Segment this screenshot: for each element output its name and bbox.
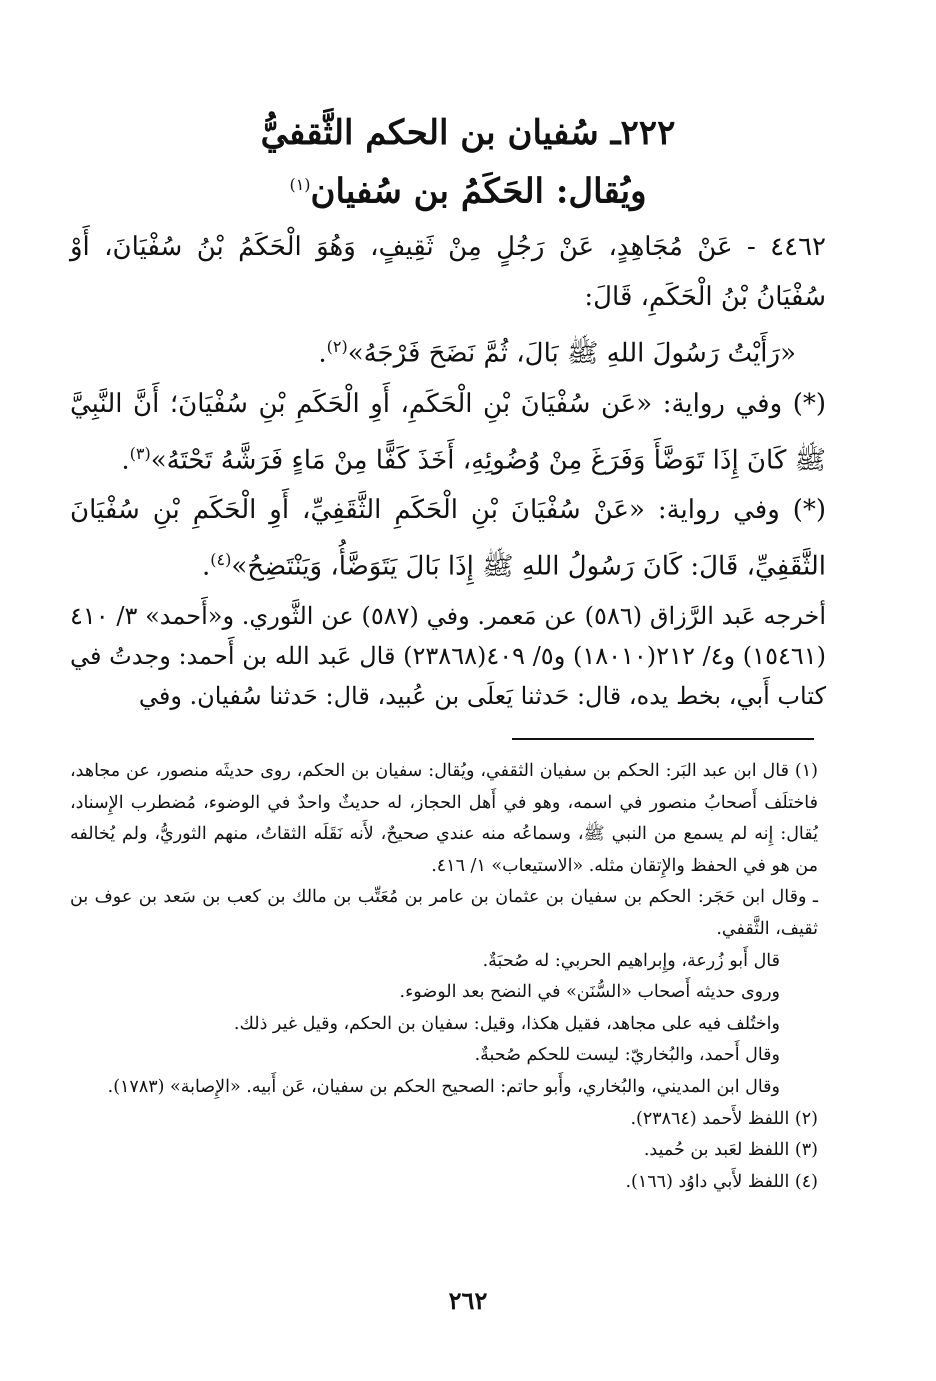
alt-name: ويُقال: الحَكَمُ بن سُفيان <box>310 171 647 212</box>
riwaya-1-text: (*) وفي رواية: «عَن سُفْيَانَ بْنِ الْحَكَمِ، أَوِ الْحَكَمِ بْنِ سُفْيَانَ؛ أَنَّ النَّبِيَّ ﷺ كَانَ إِذَا تَوَضَّأَ وَفَرَغَ مِنْ وُضُوئِهِ، أَخَذَ كَفًّا مِنْ مَاءٍ فَرَشَّهُ تَحْتَهُ» <box>70 388 826 476</box>
period: . <box>121 445 130 476</box>
period: . <box>318 338 327 369</box>
chapter-subtitle <box>0 160 936 216</box>
hadith-quote <box>70 322 866 379</box>
footnote-4: (٤) اللفظ لأَبي داوُد (١٦٦). <box>625 1171 818 1192</box>
footnote-1: (١) قال ابن عبد البَر: الحكم بن سفيان الثقفي، ويُقال: سفيان بن الحكم، روى حديثَه منصور، عن مجاهد، فاختلَف أَصحابُ منصور في اسمه، وهو في أَهل الحجاز، له حديثٌ واحدٌ في الوضوء، مُضطرب الإِسناد، يُقال: إِنه لم يسمع من النبي ﷺ، وسماعُه منه عندي صحيحٌ، لأَنه نَقَلَه الثقاتُ، منهم الثوريُّ، ولم يُخالفه من هو في الحفظ والإِتقان مثله. «الاستيعاب» ١/ ٤١٦. <box>70 761 818 876</box>
period: . <box>202 551 211 582</box>
footnote-1-sunan: وروى حديثه أَصحاب «السُّنَن» في النضح بعد الوضوء. <box>399 982 780 1003</box>
riwaya-2 <box>70 485 866 592</box>
footnote-ref-3[interactable]: (٣) <box>129 443 151 463</box>
footnote-1-ikhtilaf: واختُلف فيه على مجاهد، فقيل هكذا، وقيل: سفيان بن الحكم، وقيل غير ذلك. <box>233 1013 780 1034</box>
footnote-1-ibn-hajar: ـ وقال ابن حَجَر: الحكم بن سفيان بن عثمان بن عامر بن مُعَتِّب بن مالك بن كعب بن سَعد بن عوف بن ثقيف، الثَّقفي. <box>70 887 818 939</box>
page-number: ٢٦٢ <box>448 1286 488 1315</box>
footnote-ref-2[interactable]: (٢) <box>326 337 348 356</box>
riwaya-1 <box>70 379 866 486</box>
takhrij-text: أخرجه عَبد الرَّزاق (٥٨٦) عن مَعمر. وفي (٥٨٧) عن الثَّوري. و«أَحمد» ٣/ ٤١٠ (١٥٤٦١) و٤/ ٢١٢(١٨٠١٠) و٥/ ٤٠٩(٢٣٨٦٨) قال عَبد الله بن أَحمد: وجدتُ في كتاب أَبي، بخط يده، قال: حَدثنا يَعلَى بن عُبيد، قال: حَدثنا سُفيان. وفي <box>70 601 827 710</box>
footnotes <box>70 756 818 1198</box>
footnote-3: (٣) اللفظ لعَبد بن حُميد. <box>643 1140 818 1161</box>
footnote-1-abu-zura: قال أَبو زُرعة، وإِبراهيم الحربي: له صُحبَةٌ. <box>482 950 780 971</box>
footnote-1-madini: وقال ابن المديني، والبُخاري، وأَبو حاتم: الصحيح الحكم بن سفيان، عَن أَبيه. «الإِصابة» (١٧٨٣). <box>107 1076 780 1097</box>
footnote-ref-4[interactable]: (٤) <box>210 550 232 570</box>
hadith-intro: ٤٤٦٢ - عَنْ مُجَاهِدٍ، عَنْ رَجُلٍ مِنْ ثَقِيفٍ، وَهُوَ الْحَكَمُ بْنُ سُفْيَانَ، أَوْ سُفْيَانُ بْنُ الْحَكَمِ، قَالَ: <box>70 232 826 312</box>
hadith-quote-text: «رَأَيْتُ رَسُولَ اللهِ ﷺ بَالَ، ثُمَّ نَضَحَ فَرْجَهُ» <box>347 338 796 369</box>
footnote-1-ahmad: وقال أَحمد، والبُخاريّ: ليست للحكم صُحبةٌ. <box>474 1045 780 1066</box>
riwaya-2-text: (*) وفي رواية: «عَنْ سُفْيَانَ بْنِ الْحَكَمِ الثَّقَفِيِّ، أَوِ الْحَكَمِ بْنِ سُفْيَانَ الثَّقَفِيِّ، قَالَ: كَانَ رَسُولُ اللهِ ﷺ إِذَا بَالَ يَتَوَضَّأُ، وَيَنْتَضِحُ» <box>70 495 826 582</box>
footnote-divider <box>512 738 814 740</box>
footnote-ref-1[interactable]: (١) <box>289 175 311 194</box>
main-text <box>70 222 866 716</box>
chapter-title: ٢٢٢ـ سُفيان بن الحكم الثَّقفيُّ <box>260 113 676 153</box>
footnote-2: (٢) اللفظ لأَحمد (٢٣٨٦٤). <box>630 1108 818 1129</box>
